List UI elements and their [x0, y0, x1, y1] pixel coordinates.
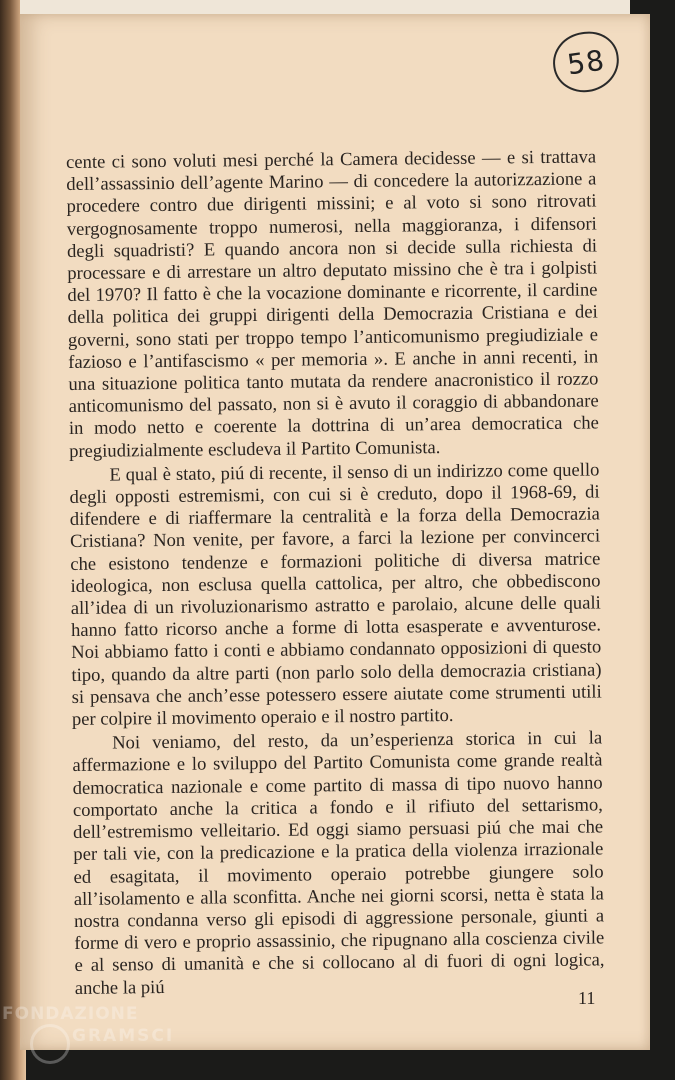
- body-text: [66, 146, 605, 999]
- paragraph-1: cente ci sono voluti mesi perché la Camera decidesse — e si trattava dell’assassinio dell’agente Marino — di concedere la autorizzazione a procedere contro due dirigenti missini; e al voto si sono ritrovati vergognosamente troppo numerosi, nella maggioranza, i difensori degli squadristi? E quando ancora non si decide sulla richiesta di processare e di arrestare un altro deputato missino che è tra i golpisti del 1970? Il fatto è che la vocazione dominante e ricorrente, il cardine della politica dei gruppi dirigenti della Democrazia Cristiana e dei governi, sono stati per troppo tempo l’anticomunismo pregiudiziale e fazioso e l’antifascismo « per memoria ». E anche in anni recenti, in una situazione politica tanto mutata da rendere anacronistico il rozzo anticomunismo del passato, non si è avuto il coraggio di abbandonare in modo netto e coerente la dottrina di un’area democratica che pregiudizialmente escludeva il Partito Comunista.: [66, 146, 599, 462]
- handwritten-number: 58: [565, 43, 607, 81]
- watermark-line-1: FONDAZIONE: [2, 1004, 139, 1024]
- watermark-line-2: GRAMSCI: [72, 1026, 175, 1046]
- page-number: 11: [578, 988, 596, 1008]
- watermark-ring-icon: [30, 1024, 70, 1064]
- paragraph-2: E qual è stato, piú di recente, il senso di un indirizzo come quello degli opposti estremismi, con cui si è creduto, dopo il 1968-69, di difendere e di riaffermare la centralità e la forza della Democrazia Cristiana? Non venite, per favore, a farci la lezione per convincerci che esistono tendenze e formazioni politiche di diversa matrice ideologica, non esclusa quella cattolica, per altro, che obbediscono all’idea di un rivoluzionarismo astratto e parolaio, alcune delle quali hanno fatto ricorso anche a forme di lotta esasperate e avventurose. Noi abbiamo fatto i conti e abbiamo condannato opposizioni di questo tipo, quando da altre parti (non parlo solo della democrazia cristiana) si pensava che anch’esse potessero essere aiutate come strumenti utili per colpire il movimento operaio e il nostro partito.: [69, 459, 602, 731]
- fondazione-gramsci-watermark: [2, 1000, 202, 1078]
- top-left-mark: [10, 0, 50, 12]
- paragraph-3: Noi veniamo, del resto, da un’esperienza storica in cui la affermazione e lo sviluppo del Partito Comunista come grande realtà democratica nazionale e come partito di massa di tipo nuovo hanno comportato anche la critica a fondo e il rifiuto del settarismo, dell’estremismo velleitario. Ed oggi siamo persuasi piú che mai che per tali vie, con la predicazione e la pratica della violenza irrazionale ed esagitata, il movimento operaio potrebbe giungere solo all’isolamento e alla sconfitta. Anche nei giorni scorsi, netta è stata la nostra condanna verso gli episodi di aggressione personale, giunti a forme di vero e proprio assassinio, che ripugnano alla coscienza civile e al senso di umanità e che si collocano al di fuori di ogni logica, anche la piú: [72, 727, 605, 999]
